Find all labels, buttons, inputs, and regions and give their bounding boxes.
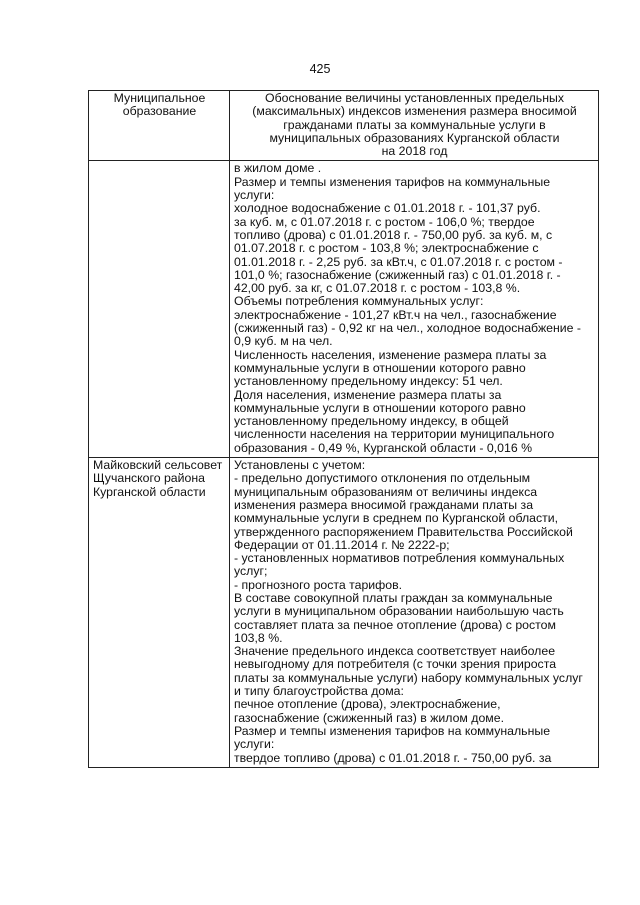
paragraph: Значение предельного индекса соответствует наиболее невыгодному для потребителя (с точки зрения прироста платы за коммунальные услуги) набору коммунальных услуг и типу благоустройства дома: [234, 644, 583, 699]
header-justification: Обоснование величины установленных предельных (максимальных) индексов изменения размера вносимой гражданами платы за коммунальные услуги в муниципальных образованиях Курганской области на 2018 год [230, 91, 599, 161]
page-number: 425 [309, 62, 331, 76]
paragraph: Численность населения, изменение размера платы за коммунальные услуги в отношении которого равно установленному предельному индексу: 51 чел. [234, 347, 547, 389]
paragraph: - прогнозного роста тарифов. [234, 577, 403, 592]
table-row [89, 458, 599, 768]
justification-cell [230, 458, 599, 768]
paragraph: Установлены с учетом: [234, 458, 366, 473]
justification-table [88, 90, 599, 768]
paragraph: В составе совокупной платы граждан за коммунальные услуги в муниципальном образовании наибольшую часть составляет плата за печное отопление (дрова) с ростом 103,8 %. [234, 590, 564, 645]
paragraph: Размер и темпы изменения тарифов на коммунальные услуги: [234, 174, 551, 203]
header-municipality: Муниципальное образование [89, 91, 230, 161]
paragraph: Доля населения, изменение размера платы за коммунальные услуги в отношении которого равно установленному предельному индексу, в общей численности населения на территории муниципального образования - 0,49 %, Курганской области - 0,016 % [234, 387, 555, 455]
justification-cell [230, 161, 599, 458]
paragraph: - предельно допустимого отклонения по отдельным муниципальным образованиям от величины индекса изменения размера вносимой гражданами платы за коммунальные услуги в среднем по Курганской области, утвержденного распоряжением Правительства Российской Федерации от 01.11.2014 г. № 2222-р; [234, 471, 573, 552]
paragraph: твердое топливо (дрова) с 01.01.2018 г. - 750,00 руб. за [234, 750, 552, 765]
paragraph: холодное водоснабжение с 01.01.2018 г. - 101,37 руб. за куб. м, с 01.07.2018 г. с ростом - 106,0 %; твердое топливо (дрова) с 01.01.2018 г. - 750,00 руб. за куб. м, с 01.07.2018 г. с ростом - 103,8 %; электроснабжение с 01.01.2018 г. - 2,25 руб. за кВт.ч, с 01.07.2018 г. с ростом - 101,0 %; газоснабжение (сжиженный газ) с 01.01.2018 г. - 42,00 руб. за кг, с 01.07.2018 г. с ростом - 103,8 %. [234, 201, 563, 296]
paragraph: Объемы потребления коммунальных услуг: электроснабжение - 101,27 кВт.ч на чел., газоснабжение (сжиженный газ) - 0,92 кг на чел., холодное водоснабжение - 0,9 куб. м на чел. [234, 294, 582, 349]
municipality-cell [89, 161, 230, 458]
paragraph: в жилом доме . [234, 161, 322, 176]
table-header-row [89, 91, 599, 161]
table-row [89, 161, 599, 458]
municipality-cell: Майковский сельсовет Щучанского района Курганской области [89, 458, 230, 768]
paragraph: Размер и темпы изменения тарифов на коммунальные услуги: [234, 723, 551, 752]
paragraph: - установленных нормативов потребления коммунальных услуг; [234, 551, 565, 579]
paragraph: печное отопление (дрова), электроснабжение, газоснабжение (сжиженный газ) в жилом доме. [234, 697, 505, 725]
